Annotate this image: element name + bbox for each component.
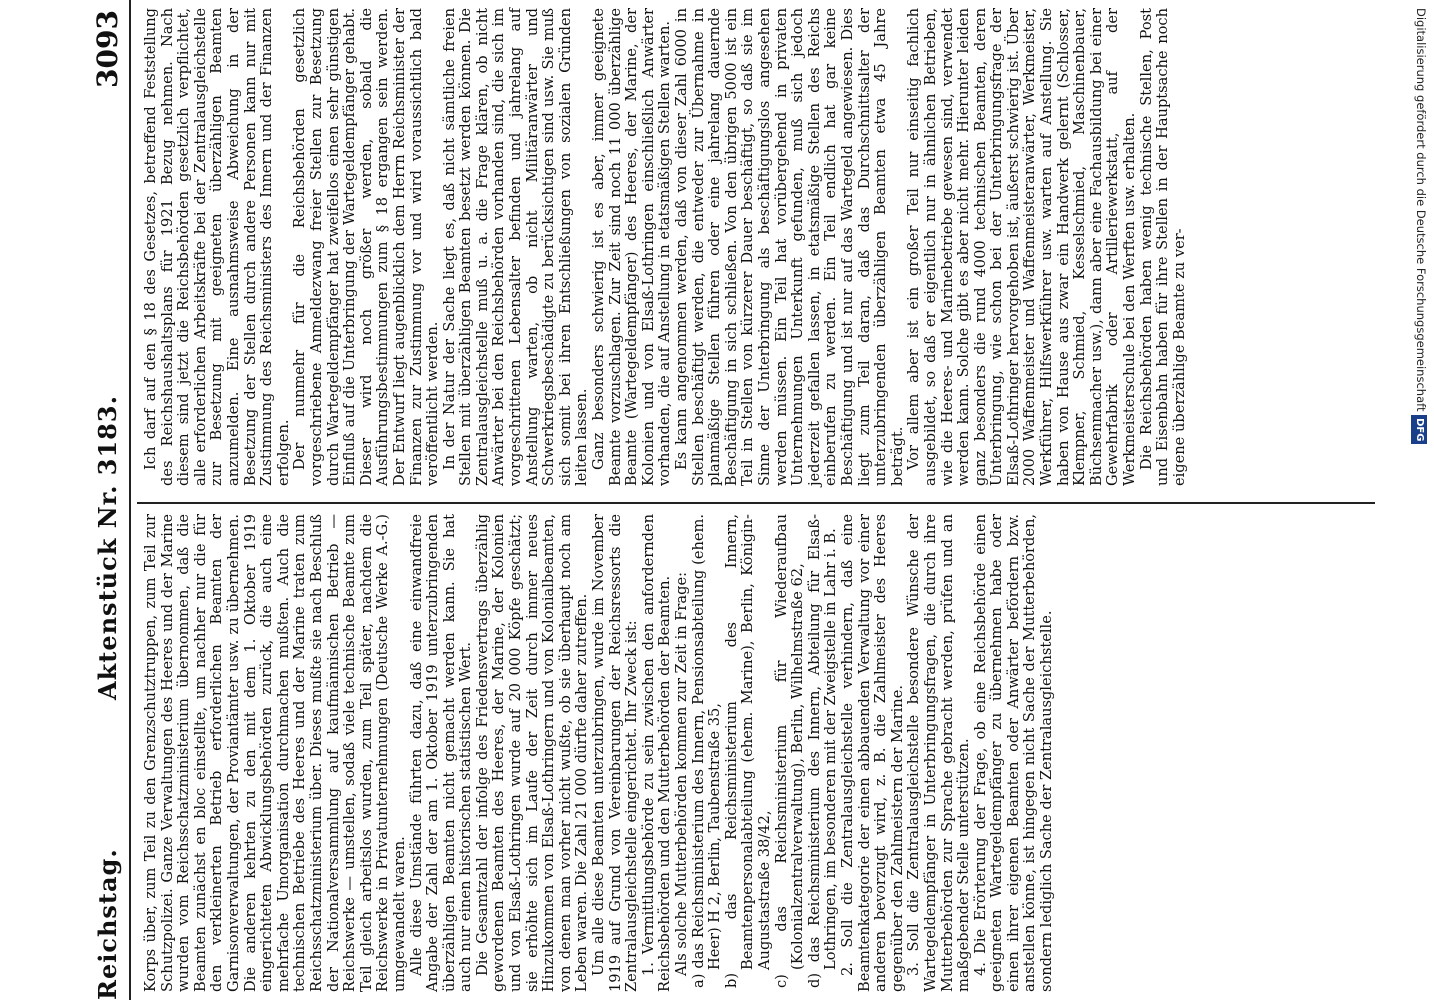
paragraph: Korps über, zum Teil zu den Grenzschutztruppen, zum Teil zur Schutzpolizei. Ganze Verwaltungen des Heeres und der Marine wurden vom Reichsschatzministerium übernommen, daß die Beamten zunächst en bloc einstellte, um nachher nur die für den verkleinerten Betrieb erforderlichen Beamten der Garnisonverwaltungen, der Proviantämter usw. zu übernehmen. Die anderen kehrten zu den mit dem 1. Oktober 1919 eingerichteten Abwicklungsbehörden zurück, die auch eine mehrfache Umorganisation durchmachen mußten. Auch die technischen Betriebe des Heeres und der Marine traten zum Reichsschatzministerium über. Dieses mußte sie nach Beschluß der Nationalversammlung auf kaufmännischen Betrieb — Reichswerke — umstellen, sodaß viele technische Beamte zum Teil gleich arbeitslos wurden, zum Teil später, nachdem die Reichswerke in Privatunternehmungen (Deutsche Werke A.-G.) umgewandelt waren. bbox=[142, 514, 408, 992]
list-item: a) das Reichsministerium des Innern, Pensionsabteilung (ehem. Heer) H 2, Berlin, Taubenstraße 35, bbox=[689, 514, 724, 988]
page-number: 3093 bbox=[91, 10, 124, 88]
paragraph: Ich darf auf den § 18 des Gesetzes, betreffend Feststellung des Reichshaushaltsplans für 1921 Bezug nehmen. Nach diesem sind jetzt die Reichsbehörden gesetzlich verpflichtet, alle erforderlichen Arbeitskräfte bei der Zentralausgleichstelle zur Besetzung mit geeigneten überzähligen Beamten anzumelden. Eine ausnahmsweise Abweichung in der Besetzung der Stellen durch andere Personen kann nur mit Zustimmung des Reichsministers des Innern und der Finanzen erfolgen. bbox=[142, 8, 292, 486]
paragraph: 4. Die Erörterung der Frage, ob eine Reichsbehörde einen geeigneten Wartegeldempfänger zu übernehmen habe oder einen ihrer eigenen Beamten oder Anwärter befördern bzw. anstellen könne, ist hingegen nicht Sache der Mutterbehörden, sondern lediglich Sache der Zentralausgleichstelle. bbox=[971, 514, 1056, 992]
list-item: b) das Reichsministerium des Innern, Beamtenpersonalabteilung (ehem. Marine), Berlin, Königin-Augustastraße 38/42, bbox=[722, 514, 773, 988]
paragraph: Die Reichsbehörden haben wenig technische Stellen, Post und Eisenbahn haben für ihre Stellen in der Hauptsache noch eigene überzählige Beamte zu ver- bbox=[1137, 8, 1188, 486]
funding-note-text: Digitalisierung gefördert durch die Deutsche Forschungsgemeinschaft bbox=[1414, 8, 1428, 412]
paragraph: Die Gesamtzahl der infolge des Friedensvertrags überzählig gewordenen Beamten des Heeres, der Marine, der Kolonien und von Elsaß-Lothringen wurde auf 20 000 Köpfe geschätzt; sie erhöhte sich im Laufe der Zeit durch immer neues Hinzukommen von Elsaß-Lothringern und von Kolonialbeamten, von denen man vorher nicht wußte, ob sie überhaupt noch am Leben waren. Die Zahl 21 000 dürfte daher zutreffen. bbox=[473, 514, 591, 992]
paragraph: Um alle diese Beamten unterzubringen, wurde im November 1919 auf Grund von Vereinbarungen der Reichsressorts die Zentralausgleichstelle eingerichtet. Ihr Zweck ist: bbox=[590, 514, 641, 992]
paragraph: Ganz besonders schwierig ist es aber, immer geeignete Beamte vorzuschlagen. Zur Zeit sind noch 11 000 überzählige Beamte (Wartegeldempfänger) des Heeres, der Marine, der Kolonien und von Elsaß-Lothringen einschließlich Anwärter vorhanden, die auf Anstellung in etatsmäßigen Stellen warten. bbox=[590, 8, 674, 486]
column-left bbox=[143, 514, 1056, 992]
column-rule bbox=[137, 502, 1375, 504]
paragraph: Es kann angenommen werden, daß von dieser Zahl 6000 in Stellen beschäftigt werden, die entweder zur Übernahme in planmäßige Stellen führen oder eine jahrelang dauernde Beschäftigung in sich schließen. Von den übrigen 5000 ist ein Teil in Stellen von kürzerer Dauer beschäftigt, so daß sie im Sinne der Unterbringung als beschäftigungslos angesehen werden müssen. Ein Teil hat vorübergehend in privaten Unternehmungen Unterkunft gefunden, muß sich jedoch jederzeit gefallen lassen, in etatsmäßige Stellen des Reichs einberufen zu werden. Ein Teil endlich hat gar keine Beschäftigung und ist nur auf das Wartegeld angewiesen. Dies liegt zum Teil daran, daß das Durchschnittsalter der unterzubringenden überzähligen Beamten etwa 45 Jahre beträgt. bbox=[673, 8, 906, 486]
column-right bbox=[143, 8, 1188, 486]
paragraph: In der Natur der Sache liegt es, daß nicht sämtliche freien Stellen mit überzähligen Beamten besetzt werden können. Die Zentralausgleichstelle muß u. a. die Frage klären, ob nicht Anwärter bei den Reichsbehörden vorhanden sind, die sich im vorgeschrittenen Lebensalter befinden und jahrelang auf Anstellung warten, ob nicht Militäranwärter und Schwerkriegsbeschädigte zu berücksichtigen sind usw. Sie muß sich somit bei ihren Entschließungen von sozialen Gründen leiten lassen. bbox=[440, 8, 591, 486]
page-header bbox=[85, 0, 127, 1000]
header-rule bbox=[129, 0, 131, 1000]
rotated-document-page bbox=[85, 0, 1375, 1000]
paragraph: Vor allem aber ist ein großer Teil nur einseitig fachlich ausgebildet, so daß er eigentlich nur in ähnlichen Betrieben, wie die Heeres- und Marinebetriebe gewesen sind, verwendet werden kann. Solche gibt es aber nicht mehr. Hierunter leiden ganz besonders die rund 4000 technischen Beamten, deren Unterbringung, wie schon bei der Unterbringungsfrage der Elsaß-Lothringer hervorgehoben ist, äußerst schwierig ist. Über 2000 Waffenmeister und Waffenmeisteranwärter, Werkmeister, Werkführer, Hilfswerkführer usw. warten auf Anstellung. Sie haben von Hause aus zwar ein Handwerk gelernt (Schlosser, Klempner, Schmied, Kesselschmied, Maschinenbauer, Büchsenmacher usw.), dann aber eine Fachausbildung bei einer Gewehrfabrik oder Artilleriewerkstatt, auf der Werkmeisterschule bei den Werften usw. erhalten. bbox=[905, 8, 1139, 486]
paragraph: 3. Soll die Zentralausgleichstelle besondere Wünsche der Wartegeldempfänger in Unterbringungsfragen, die durch ihre Mutterbehörden zur Sprache gebracht werden, prüfen und an maßgebender Stelle unterstützen. bbox=[905, 514, 973, 992]
list-item: d) das Reichsministerium des Innern, Abteilung für Elsaß-Lothringen, im besonderen mit der Zweigstelle in Lahr i. B. bbox=[805, 514, 840, 988]
paragraph: 1. Vermittlungsbehörde zu sein zwischen den anfordernden Reichsbehörden und den Mutterbehörden der Beamten. bbox=[639, 514, 674, 992]
paragraph: Als solche Mutterbehörden kommen zur Zeit in Frage: bbox=[673, 571, 690, 976]
header-left: Reichstag. bbox=[93, 848, 122, 1000]
list-item: c) das Reichsministerium für Wiederaufbau (Kolonialzentralverwaltung), Berlin, Wilhelmstraße 62, bbox=[772, 514, 807, 988]
paragraph: Alle diese Umstände führten dazu, daß eine einwandfreie Angabe der Zahl der am 1. Oktober 1919 unterzubringenden überzähligen Beamten nicht gemacht werden kann. Sie hat auch nur einen historischen statistischen Wert. bbox=[407, 514, 475, 992]
dfg-logo: DFG bbox=[1411, 415, 1427, 444]
paragraph: Der nunmehr für die Reichsbehörden gesetzlich vorgeschriebene Anmeldezwang freier Stellen zur Besetzung durch Wartegeldempfänger hat zweifellos einen sehr günstigen Einfluß auf die Unterbringung der Wartegeldempfänger gehabt. Dieser wird noch größer werden, sobald die Ausführungsbestimmungen zum § 18 ergangen sein werden. Der Entwurf liegt augenblicklich dem Herrn Reichsminister der Finanzen zur Zustimmung vor und wird voraussichtlich bald veröffentlicht werden. bbox=[291, 8, 442, 486]
digitization-note bbox=[1410, 8, 1432, 992]
header-title: Aktenstück Nr. 3183. bbox=[93, 395, 122, 700]
paragraph: 2. Soll die Zentralausgleichstelle verhindern, daß eine Beamtenkategorie der einen abbauenden Verwaltung vor einer anderen bevorzugt wird, z. B. die Zahlmeister des Heeres gegenüber den Zahlmeistern der Marine. bbox=[838, 514, 906, 992]
